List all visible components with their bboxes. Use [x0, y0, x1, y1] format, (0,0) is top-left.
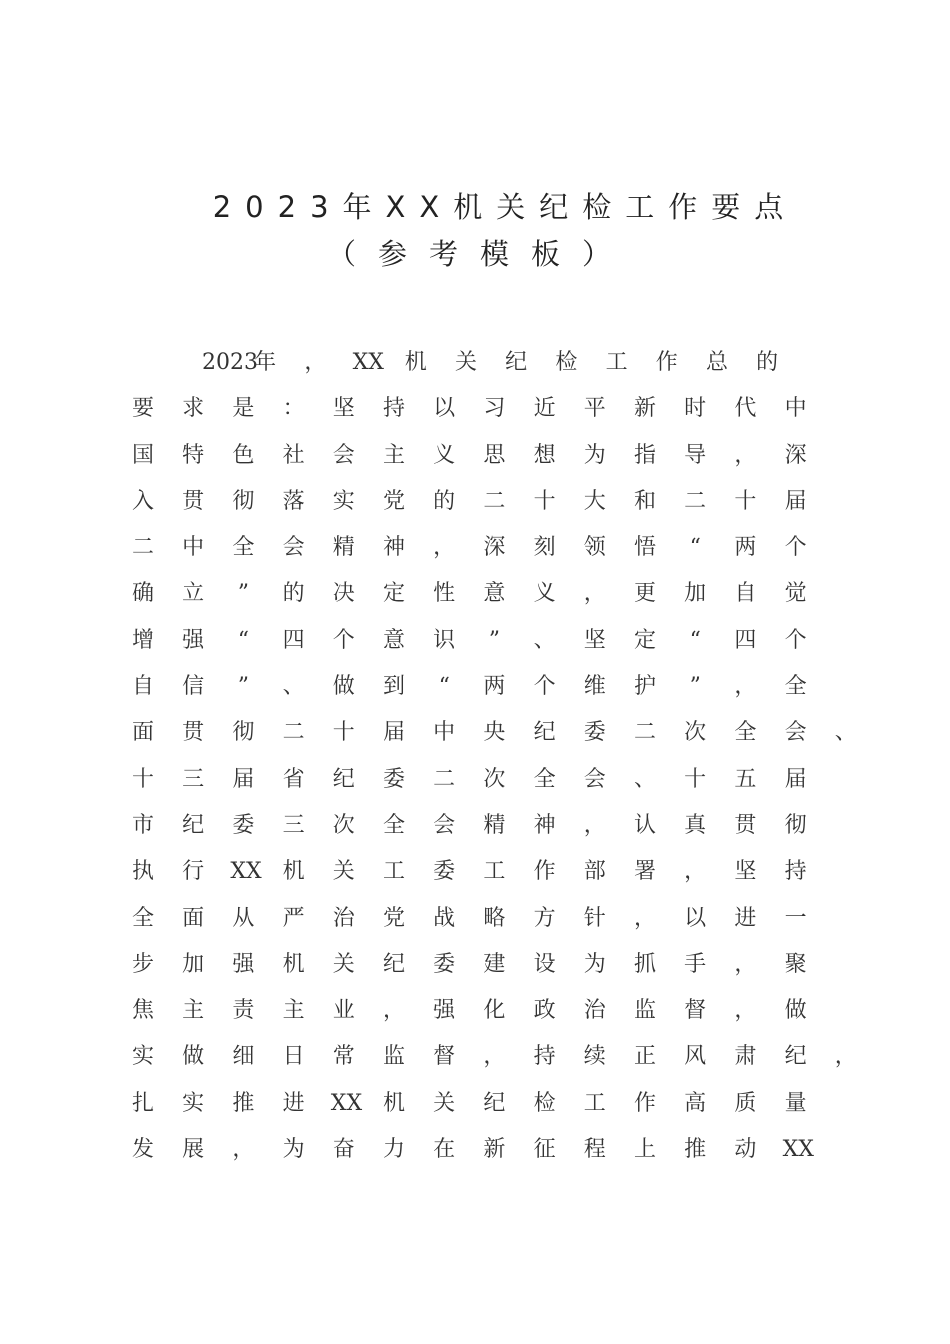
text-glyph: 社 [282, 442, 305, 468]
text-glyph: 领 [583, 535, 606, 561]
text-glyph: 面 [131, 720, 154, 746]
text-glyph: 真 [684, 812, 707, 838]
text-glyph: 意 [382, 627, 405, 653]
text-line [130, 710, 857, 756]
text-glyph: 增 [131, 627, 154, 653]
text-glyph: 彻 [232, 488, 255, 514]
text-glyph: 执 [131, 859, 154, 885]
text-glyph: 以 [433, 396, 456, 422]
text-glyph: 作 [655, 350, 678, 375]
document-title: 2023年XX机关纪检工作要点 [212, 190, 798, 224]
text-glyph: 义 [433, 442, 456, 468]
text-glyph: 二 [684, 488, 707, 514]
text-glyph: 坚 [583, 627, 606, 653]
document-subtitle: （参考模板） [326, 237, 633, 271]
text-glyph: 一 [784, 905, 807, 931]
text-glyph: 实 [131, 1044, 154, 1070]
text-glyph: 党 [382, 905, 405, 931]
text-line [130, 664, 810, 710]
text-glyph: 的 [282, 581, 305, 607]
text-line [130, 988, 810, 1034]
text-glyph: ， [734, 674, 757, 700]
text-glyph: ， [583, 812, 606, 838]
text-glyph: 质 [734, 1090, 757, 1116]
text-glyph: 日 [282, 1044, 305, 1070]
text-glyph: 工 [583, 1090, 606, 1116]
text-glyph: 治 [332, 905, 355, 931]
text-glyph: 关 [433, 1090, 456, 1116]
text-glyph: 纪 [483, 1090, 506, 1116]
text-glyph: 中 [784, 396, 807, 422]
text-glyph: “ [689, 627, 701, 653]
text-glyph: 上 [633, 1137, 656, 1163]
text-glyph: 主 [282, 998, 305, 1024]
text-glyph: 作 [633, 1090, 656, 1116]
text-glyph: 更 [633, 581, 656, 607]
text-glyph: 的 [756, 350, 779, 375]
text-glyph: 动 [734, 1137, 757, 1163]
text-glyph: 加 [182, 951, 205, 977]
text-glyph: 两 [734, 535, 757, 561]
text-glyph: 到 [382, 674, 405, 700]
text-glyph: 以 [684, 905, 707, 931]
text-glyph: 贯 [182, 720, 205, 746]
text-glyph: 年 [254, 350, 277, 375]
text-glyph: 三 [182, 766, 205, 792]
text-glyph: 展 [182, 1137, 205, 1163]
text-glyph: 委 [232, 812, 255, 838]
text-glyph: 要 [131, 396, 154, 422]
text-glyph: 指 [633, 442, 656, 468]
text-glyph: “ [438, 674, 450, 700]
text-glyph: 检 [533, 1090, 556, 1116]
text-glyph: ” [237, 581, 250, 607]
text-line [130, 618, 810, 664]
text-glyph: 政 [533, 998, 556, 1024]
text-glyph: 风 [684, 1044, 707, 1070]
text-glyph: 署 [633, 859, 656, 885]
text-glyph: 抓 [633, 951, 656, 977]
text-glyph: 时 [684, 396, 707, 422]
text-glyph: 立 [182, 581, 205, 607]
text-glyph: ， [684, 859, 707, 885]
text-glyph: 进 [282, 1090, 305, 1116]
text-glyph: 力 [382, 1137, 405, 1163]
text-glyph: ， [734, 951, 757, 977]
text-glyph: 个 [533, 674, 556, 700]
text-glyph: 十 [734, 488, 757, 514]
text-glyph: 维 [583, 674, 606, 700]
text-glyph: 委 [583, 720, 606, 746]
text-line [130, 571, 810, 617]
text-glyph: 贯 [734, 812, 757, 838]
text-glyph: 做 [784, 998, 807, 1024]
text-glyph: 二 [483, 488, 506, 514]
text-glyph: ， [734, 998, 757, 1024]
text-glyph: 性 [433, 581, 456, 607]
text-glyph: 为 [583, 951, 606, 977]
text-glyph: 进 [734, 905, 757, 931]
text-glyph: 、 [633, 766, 656, 792]
text-glyph: 肃 [734, 1044, 757, 1070]
text-glyph: “ [689, 535, 701, 561]
text-glyph: 全 [232, 535, 255, 561]
text-glyph: 想 [533, 442, 556, 468]
text-glyph: 义 [533, 581, 556, 607]
text-glyph: 工 [483, 859, 506, 885]
text-line [130, 340, 810, 386]
text-glyph: 纪 [533, 720, 556, 746]
text-glyph: 做 [332, 674, 355, 700]
text-glyph: 机 [382, 1090, 405, 1116]
text-glyph: 是 [232, 396, 255, 422]
text-glyph: 为 [583, 442, 606, 468]
text-glyph: 精 [483, 812, 506, 838]
text-glyph: 部 [583, 859, 606, 885]
text-glyph: 中 [182, 535, 205, 561]
text-glyph: 新 [483, 1137, 506, 1163]
text-glyph: “ [237, 627, 250, 653]
text-glyph: 奋 [332, 1137, 355, 1163]
text-glyph: 十 [684, 766, 707, 792]
text-glyph: 自 [734, 581, 757, 607]
text-glyph: XX [330, 1090, 363, 1116]
text-glyph: 纪 [382, 951, 405, 977]
text-glyph: 常 [332, 1044, 355, 1070]
text-glyph: ， [734, 442, 757, 468]
text-line [130, 1127, 814, 1173]
text-glyph: 会 [282, 535, 305, 561]
text-glyph: 二 [131, 535, 154, 561]
text-glyph: 纪 [505, 350, 528, 375]
text-glyph: 神 [382, 535, 405, 561]
text-glyph: ， [382, 998, 405, 1024]
text-glyph: 五 [734, 766, 757, 792]
text-glyph: 神 [533, 812, 556, 838]
text-glyph: 代 [734, 396, 757, 422]
text-glyph: 十 [131, 766, 154, 792]
text-glyph: 的 [433, 488, 456, 514]
text-glyph: 色 [232, 442, 255, 468]
text-glyph: 督 [684, 998, 707, 1024]
text-glyph: 党 [382, 488, 405, 514]
text-glyph: 定 [382, 581, 405, 607]
text-glyph: 业 [332, 998, 355, 1024]
text-glyph: 四 [282, 627, 305, 653]
text-glyph: 手 [684, 951, 707, 977]
text-glyph: ， [834, 1044, 857, 1070]
text-glyph: 扎 [131, 1090, 154, 1116]
text-glyph: ， [583, 581, 606, 607]
text-glyph: 焦 [131, 998, 154, 1024]
text-glyph: ， [304, 350, 327, 375]
text-glyph: 识 [433, 627, 456, 653]
text-glyph: 坚 [734, 859, 757, 885]
text-glyph: 二 [633, 720, 656, 746]
text-glyph: 求 [182, 396, 205, 422]
text-glyph: 自 [131, 674, 154, 700]
text-glyph: 程 [583, 1137, 606, 1163]
text-glyph: 三 [282, 812, 305, 838]
text-glyph: ” [237, 674, 250, 700]
text-glyph: 次 [483, 766, 506, 792]
text-glyph: 、 [834, 720, 857, 746]
text-line [130, 896, 810, 942]
text-glyph: 纪 [182, 812, 205, 838]
text-glyph: 全 [784, 674, 807, 700]
text-glyph: ， [633, 905, 656, 931]
text-glyph: ， [433, 535, 456, 561]
text-glyph: 认 [633, 812, 656, 838]
text-glyph: 战 [433, 905, 456, 931]
text-glyph: 精 [332, 535, 355, 561]
text-glyph: 工 [605, 350, 628, 375]
text-glyph: 刻 [533, 535, 556, 561]
text-glyph: 十 [332, 720, 355, 746]
text-glyph: 在 [433, 1137, 456, 1163]
text-glyph: 持 [784, 859, 807, 885]
text-glyph: 个 [784, 535, 807, 561]
text-glyph: 近 [533, 396, 556, 422]
text-glyph: 细 [232, 1044, 255, 1070]
text-glyph: 实 [182, 1090, 205, 1116]
text-glyph: 全 [131, 905, 154, 931]
text-glyph: 机 [404, 350, 427, 375]
text-glyph: 届 [382, 720, 405, 746]
text-glyph: 征 [533, 1137, 556, 1163]
text-glyph: 次 [332, 812, 355, 838]
text-glyph: XX [230, 859, 262, 885]
text-glyph: 和 [633, 488, 656, 514]
text-glyph: 设 [533, 951, 556, 977]
text-glyph: 会 [433, 812, 456, 838]
body-text [130, 340, 857, 1173]
text-glyph: 实 [332, 488, 355, 514]
text-glyph: 意 [483, 581, 506, 607]
text-glyph: 落 [282, 488, 305, 514]
text-glyph: 督 [433, 1044, 456, 1070]
text-glyph: 聚 [784, 951, 807, 977]
text-glyph: 建 [483, 951, 506, 977]
text-glyph: 续 [583, 1044, 606, 1070]
text-glyph: 检 [555, 350, 578, 375]
text-glyph: 持 [382, 396, 405, 422]
text-glyph: 强 [182, 627, 205, 653]
text-glyph: 大 [583, 488, 606, 514]
text-glyph: 化 [483, 998, 506, 1024]
text-glyph: 发 [131, 1137, 154, 1163]
text-glyph: 纪 [332, 766, 355, 792]
text-glyph: 量 [784, 1090, 807, 1116]
text-glyph: 全 [533, 766, 556, 792]
text-glyph: 届 [232, 766, 255, 792]
text-glyph: 高 [684, 1090, 707, 1116]
text-glyph: 个 [784, 627, 807, 653]
text-glyph: 十 [533, 488, 556, 514]
text-glyph: 强 [232, 951, 255, 977]
text-glyph: 委 [433, 951, 456, 977]
text-glyph: 推 [232, 1090, 255, 1116]
text-glyph: 为 [282, 1137, 305, 1163]
text-glyph: 监 [633, 998, 656, 1024]
text-glyph: 治 [583, 998, 606, 1024]
text-glyph: 四 [734, 627, 757, 653]
text-glyph: 全 [382, 812, 405, 838]
text-glyph: 个 [332, 627, 355, 653]
text-line [130, 803, 810, 849]
text-glyph: 思 [483, 442, 506, 468]
text-glyph: 会 [332, 442, 355, 468]
text-glyph: 习 [483, 396, 506, 422]
text-glyph: 纪 [784, 1044, 807, 1070]
text-glyph: 央 [483, 720, 506, 746]
text-glyph: 关 [332, 859, 355, 885]
text-line [130, 1081, 810, 1127]
text-glyph: 持 [533, 1044, 556, 1070]
text-glyph: 两 [483, 674, 506, 700]
text-glyph: ： [282, 396, 305, 422]
text-glyph: 中 [433, 720, 456, 746]
text-glyph: 关 [454, 350, 477, 375]
text-glyph: 责 [232, 998, 255, 1024]
text-glyph: 国 [131, 442, 154, 468]
text-glyph: 做 [182, 1044, 205, 1070]
text-glyph: 推 [684, 1137, 707, 1163]
text-glyph: 悟 [633, 535, 656, 561]
text-glyph: 二 [433, 766, 456, 792]
text-glyph: 加 [684, 581, 707, 607]
text-glyph: 委 [433, 859, 456, 885]
text-glyph: 主 [182, 998, 205, 1024]
text-glyph: 特 [182, 442, 205, 468]
text-glyph: 工 [382, 859, 405, 885]
text-glyph: XX [352, 350, 384, 375]
text-glyph: 行 [182, 859, 205, 885]
text-line [130, 942, 810, 988]
text-glyph: 机 [282, 859, 305, 885]
text-line [130, 433, 810, 479]
text-line [130, 757, 810, 803]
text-glyph: 委 [382, 766, 405, 792]
text-glyph: 略 [483, 905, 506, 931]
text-glyph: 步 [131, 951, 154, 977]
text-glyph: 强 [433, 998, 456, 1024]
text-glyph: 机 [282, 951, 305, 977]
text-glyph: 届 [784, 766, 807, 792]
text-line [130, 849, 810, 895]
text-glyph: 入 [131, 488, 154, 514]
text-glyph: 全 [734, 720, 757, 746]
text-glyph: 深 [784, 442, 807, 468]
text-glyph: 总 [705, 350, 728, 375]
text-glyph: 贯 [182, 488, 205, 514]
text-glyph: 针 [583, 905, 606, 931]
text-glyph: XX [782, 1137, 814, 1163]
text-line [130, 479, 810, 525]
text-glyph: ” [488, 627, 501, 653]
text-glyph: 新 [633, 396, 656, 422]
text-glyph: 省 [282, 766, 305, 792]
text-glyph: 彻 [232, 720, 255, 746]
text-glyph: 严 [282, 905, 305, 931]
text-glyph: 正 [633, 1044, 656, 1070]
text-glyph: 监 [382, 1044, 405, 1070]
text-glyph: 市 [131, 812, 154, 838]
text-glyph: 护 [633, 674, 656, 700]
text-glyph: 会 [784, 720, 807, 746]
text-glyph: 、 [533, 627, 556, 653]
text-glyph: 坚 [332, 396, 355, 422]
text-glyph: 届 [784, 488, 807, 514]
text-glyph: 深 [483, 535, 506, 561]
text-glyph: 关 [332, 951, 355, 977]
text-glyph: 确 [131, 581, 154, 607]
text-glyph: 彻 [784, 812, 807, 838]
text-glyph: 导 [684, 442, 707, 468]
text-glyph: 觉 [784, 581, 807, 607]
text-glyph: 信 [182, 674, 205, 700]
text-line [130, 1034, 857, 1080]
text-glyph: 平 [583, 396, 606, 422]
text-glyph: 二 [282, 720, 305, 746]
text-glyph: 从 [232, 905, 255, 931]
text-glyph: 2023 [202, 350, 258, 375]
text-line [130, 525, 810, 571]
text-glyph: 次 [684, 720, 707, 746]
text-glyph: 作 [533, 859, 556, 885]
text-glyph: 主 [382, 442, 405, 468]
text-glyph: ” [689, 674, 701, 700]
text-glyph: ， [483, 1044, 506, 1070]
text-glyph: 面 [182, 905, 205, 931]
text-glyph: 会 [583, 766, 606, 792]
text-glyph: 、 [282, 674, 305, 700]
text-glyph: 定 [633, 627, 656, 653]
text-glyph: 决 [332, 581, 355, 607]
text-glyph: ， [232, 1137, 255, 1163]
text-line [130, 386, 810, 432]
text-glyph: 方 [533, 905, 556, 931]
